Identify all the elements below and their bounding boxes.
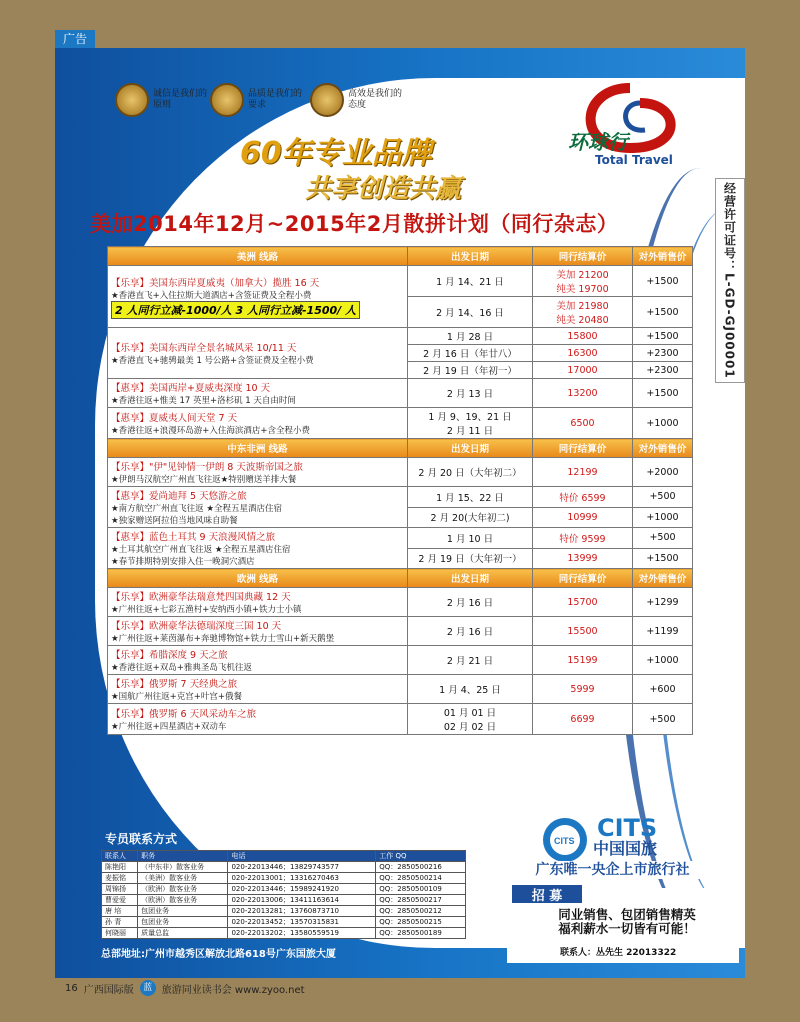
slogan-line2: 共享创造共赢 bbox=[305, 174, 462, 204]
departure-date: 2 月 21 日 bbox=[408, 646, 533, 675]
contact-cell: （美洲）散客业务 bbox=[138, 873, 228, 884]
retail-markup: +2300 bbox=[633, 345, 693, 362]
badge-efficiency: 高效是我们的态度 bbox=[310, 83, 403, 117]
contact-row bbox=[102, 884, 466, 895]
tour-row bbox=[108, 646, 693, 675]
tour-feature: ★广州往返+莱茵瀑布+奔驰博物馆+铁力士雪山+新天鹅堡 bbox=[111, 634, 335, 644]
departure-date: 2 月 16 日 bbox=[408, 617, 533, 646]
peer-price: 6500 bbox=[533, 408, 633, 439]
tour-name: 【乐享】欧洲豪华法德瑞深度三国 10 天 bbox=[111, 621, 282, 632]
contact-cell: QQ：2850500216 bbox=[376, 862, 466, 873]
tour-feature: ★伊朗马汉航空广州直飞往返★特别赠送羊排大餐 bbox=[111, 475, 297, 485]
recruit-contact: 联系人：丛先生 22013322 bbox=[560, 948, 677, 958]
retail-markup: +500 bbox=[633, 704, 693, 735]
peer-price: 美加 21980 纯美 20480 bbox=[533, 297, 633, 328]
retail-markup: +2300 bbox=[633, 362, 693, 379]
departure-date: 2 月 16 日 bbox=[408, 588, 533, 617]
peer-price: 特价 6599 bbox=[533, 487, 633, 508]
contact-cell: 020-22013006；13411163614 bbox=[228, 895, 376, 906]
contacts-table bbox=[101, 850, 466, 939]
tour-name: 【乐享】"伊"见钟情一伊朗 8 天波斯帝国之旅 bbox=[111, 462, 303, 473]
tour-info-cell bbox=[108, 617, 408, 646]
tour-feature: ★香港往返+双岛+雅典圣岛飞机往返 bbox=[111, 663, 252, 673]
contacts-header-row bbox=[102, 851, 466, 862]
contact-cell: 020-22013452；13570315831 bbox=[228, 917, 376, 928]
col-retail-header: 对外销售价 bbox=[633, 439, 693, 458]
slogan-line1: 60年专业品牌 bbox=[240, 136, 432, 171]
retail-markup: +1500 bbox=[633, 548, 693, 569]
retail-markup: +1199 bbox=[633, 617, 693, 646]
contact-row bbox=[102, 906, 466, 917]
contacts-header-cell: 职务 bbox=[138, 851, 228, 862]
contact-row bbox=[102, 917, 466, 928]
contact-cell: QQ：2850500109 bbox=[376, 884, 466, 895]
departure-date: 1 月 14、21 日 bbox=[408, 266, 533, 297]
medal-icon bbox=[210, 83, 244, 117]
logo-cn: 环球行 bbox=[568, 130, 628, 154]
tour-info-cell bbox=[108, 528, 408, 569]
tour-info-cell bbox=[108, 266, 408, 328]
tour-info-cell bbox=[108, 458, 408, 487]
retail-markup: +2000 bbox=[633, 458, 693, 487]
tour-name: 【乐享】俄罗斯 6 天风采动车之旅 bbox=[111, 709, 257, 720]
tour-row bbox=[108, 266, 693, 297]
retail-markup: +1500 bbox=[633, 379, 693, 408]
section-header-row bbox=[108, 439, 693, 458]
peer-price: 13999 bbox=[533, 548, 633, 569]
contact-cell: 020-22013446；13829743577 bbox=[228, 862, 376, 873]
retail-markup: +600 bbox=[633, 675, 693, 704]
contact-cell: 020-22013001；13316270463 bbox=[228, 873, 376, 884]
col-date-header: 出发日期 bbox=[408, 247, 533, 266]
contact-cell: 020-22013202；13580559519 bbox=[228, 928, 376, 939]
contact-row bbox=[102, 873, 466, 884]
tour-row bbox=[108, 675, 693, 704]
website: 旅游同业读书会 www.zyoo.net bbox=[161, 984, 305, 996]
tour-feature: ★香港直飞+入住拉斯大道酒店+含签证费及全程小费 bbox=[111, 290, 312, 301]
tour-name: 【惠享】爱尚迪拜 5 天悠游之旅 bbox=[111, 491, 247, 502]
section-header-label: 欧洲 线路 bbox=[108, 569, 408, 588]
tour-feature: ★广州往返+四星酒店+双动车 bbox=[111, 722, 227, 732]
peer-price: 15199 bbox=[533, 646, 633, 675]
peer-price: 10999 bbox=[533, 507, 633, 528]
peer-price: 15500 bbox=[533, 617, 633, 646]
col-peer-price-header: 同行结算价 bbox=[533, 569, 633, 588]
section-header-row bbox=[108, 569, 693, 588]
tour-row bbox=[108, 617, 693, 646]
tour-name: 【乐享】欧洲豪华法瑞意梵四国典藏 12 天 bbox=[111, 592, 291, 603]
contact-cell: （欧洲）散客业务 bbox=[138, 895, 228, 906]
tour-feature: ★南方航空广州直飞往返 ★全程五星酒店住宿 bbox=[111, 504, 282, 514]
departure-date: 01 月 01 日 02 月 02 日 bbox=[408, 704, 533, 735]
contact-cell: 包团业务 bbox=[138, 906, 228, 917]
contact-cell: 孙 青 bbox=[102, 917, 138, 928]
contacts-header-cell: 联系人 bbox=[102, 851, 138, 862]
col-retail-header: 对外销售价 bbox=[633, 247, 693, 266]
discount-highlight: 2 人同行立减-1000/人 3 人同行立减-1500/ 人 bbox=[111, 301, 360, 319]
tour-row bbox=[108, 704, 693, 735]
tour-info-cell bbox=[108, 487, 408, 528]
tour-feature: ★香港直飞+驰骋最美 1 号公路+含签证费及全程小费 bbox=[111, 356, 314, 366]
hq-address: 总部地址:广州市越秀区解放北路618号广东国旅大厦 bbox=[101, 949, 336, 960]
svg-text:CITS: CITS bbox=[554, 836, 575, 846]
retail-markup: +1000 bbox=[633, 646, 693, 675]
tour-name: 【惠享】美国西岸+夏威夷深度 10 天 bbox=[111, 383, 271, 394]
peer-price: 特价 9599 bbox=[533, 528, 633, 549]
section-header-row bbox=[108, 247, 693, 266]
peer-price: 15800 bbox=[533, 328, 633, 345]
ad-panel bbox=[55, 48, 745, 978]
tour-info-cell bbox=[108, 588, 408, 617]
tour-name: 【乐享】美国东西岸全景名城风采 10/11 天 bbox=[111, 343, 297, 354]
section-header-label: 中东非洲 线路 bbox=[108, 439, 408, 458]
retail-markup: +1500 bbox=[633, 328, 693, 345]
tour-feature: ★香港往返+惟美 17 英里+洛杉矶 1 天自由时间 bbox=[111, 396, 296, 406]
contact-cell: 曹爱爱 bbox=[102, 895, 138, 906]
footer bbox=[65, 980, 305, 996]
contact-cell: QQ：2850500189 bbox=[376, 928, 466, 939]
tour-highlight bbox=[111, 301, 404, 319]
tour-feature: ★土耳其航空广州直飞往返 ★全程五星酒店住宿 bbox=[111, 545, 291, 555]
contact-row bbox=[102, 895, 466, 906]
tour-feature: ★香港往返+浪漫环岛游+入住海滨酒店+含全程小费 bbox=[111, 426, 310, 436]
tour-row bbox=[108, 458, 693, 487]
peer-price: 15700 bbox=[533, 588, 633, 617]
contacts-title: 专员联系方式 bbox=[105, 832, 178, 846]
contact-cell: 麦振铭 bbox=[102, 873, 138, 884]
badge-quality: 品质是我们的要求 bbox=[210, 83, 303, 117]
tour-info-cell bbox=[108, 646, 408, 675]
departure-date: 2 月 19 日（年初一） bbox=[408, 362, 533, 379]
tour-name: 【惠享】蓝色土耳其 9 天浪漫风情之旅 bbox=[111, 532, 276, 543]
peer-price: 5999 bbox=[533, 675, 633, 704]
tour-row bbox=[108, 528, 693, 549]
ad-tag: 广告 bbox=[55, 30, 95, 48]
col-peer-price-header: 同行结算价 bbox=[533, 247, 633, 266]
tour-feature: ★广州往返+七彩五渔村+安纳西小镇+铁力士小镇 bbox=[111, 605, 302, 615]
contact-cell: 包团业务 bbox=[138, 917, 228, 928]
tour-info-cell bbox=[108, 704, 408, 735]
contact-cell: 周锦扬 bbox=[102, 884, 138, 895]
departure-date: 2 月 20(大年初二) bbox=[408, 507, 533, 528]
page-title: 美加2014年12月~2015年2月散拼计划（同行杂志） bbox=[90, 212, 619, 236]
peer-price: 12199 bbox=[533, 458, 633, 487]
tour-info-cell bbox=[108, 408, 408, 439]
retail-markup: +1000 bbox=[633, 408, 693, 439]
tour-row bbox=[108, 408, 693, 439]
contact-cell: 何晓丽 bbox=[102, 928, 138, 939]
contact-cell: 020-22013281；13760873710 bbox=[228, 906, 376, 917]
cits-tagline: 广东唯一央企上市旅行社 bbox=[485, 861, 740, 879]
tour-info-cell bbox=[108, 328, 408, 379]
tour-feature: ★国航广州往返+克宫+叶宫+俄餐 bbox=[111, 692, 242, 702]
contact-cell: 唐 培 bbox=[102, 906, 138, 917]
contact-row bbox=[102, 928, 466, 939]
contact-cell: 质量总监 bbox=[138, 928, 228, 939]
peer-price: 6699 bbox=[533, 704, 633, 735]
contact-cell: （欧洲）散客业务 bbox=[138, 884, 228, 895]
col-date-header: 出发日期 bbox=[408, 439, 533, 458]
retail-markup: +500 bbox=[633, 487, 693, 508]
recruit-head: 招 募 bbox=[512, 885, 582, 903]
contacts-header-cell: 电话 bbox=[228, 851, 376, 862]
departure-date: 2 月 20 日（大年初二） bbox=[408, 458, 533, 487]
tour-row bbox=[108, 487, 693, 508]
tour-row bbox=[108, 328, 693, 345]
tour-name: 【乐享】希腊深度 9 天之旅 bbox=[111, 650, 228, 661]
retail-markup: +1299 bbox=[633, 588, 693, 617]
departure-date: 2 月 16 日（年廿八） bbox=[408, 345, 533, 362]
departure-date: 1 月 15、22 日 bbox=[408, 487, 533, 508]
departure-date: 1 月 9、19、21 日 2 月 11 日 bbox=[408, 408, 533, 439]
departure-date: 1 月 28 日 bbox=[408, 328, 533, 345]
tour-plan-table bbox=[107, 246, 693, 735]
tour-info-cell bbox=[108, 675, 408, 704]
tour-row bbox=[108, 379, 693, 408]
section-header-label: 美洲 线路 bbox=[108, 247, 408, 266]
departure-date: 1 月 10 日 bbox=[408, 528, 533, 549]
page-number: 16 bbox=[65, 982, 78, 994]
col-date-header: 出发日期 bbox=[408, 569, 533, 588]
tour-info-cell bbox=[108, 379, 408, 408]
peer-price: 13200 bbox=[533, 379, 633, 408]
tour-feature: ★春节排期特别安排入住一晚洞穴酒店 bbox=[111, 557, 255, 567]
tour-name: 【惠享】夏威夷人间天堂 7 天 bbox=[111, 413, 238, 424]
tour-name: 【乐享】美国东西岸夏威夷（加拿大）揽胜 16 天 bbox=[111, 277, 320, 289]
magazine-name: 广西国际版 bbox=[83, 984, 134, 996]
departure-date: 2 月 19 日（大年初一） bbox=[408, 548, 533, 569]
departure-date: 1 月 4、25 日 bbox=[408, 675, 533, 704]
tour-name: 【乐享】俄罗斯 7 天经典之旅 bbox=[111, 679, 238, 690]
cits-cn: 中国国旅 bbox=[593, 839, 658, 858]
blue-badge: 蓝 bbox=[140, 980, 156, 996]
retail-markup: +500 bbox=[633, 528, 693, 549]
cits-en: CITS bbox=[597, 814, 658, 842]
peer-price: 16300 bbox=[533, 345, 633, 362]
contact-row bbox=[102, 862, 466, 873]
retail-markup: +1000 bbox=[633, 507, 693, 528]
col-peer-price-header: 同行结算价 bbox=[533, 439, 633, 458]
departure-date: 2 月 14、16 日 bbox=[408, 297, 533, 328]
contact-cell: 陈艳阳 bbox=[102, 862, 138, 873]
total-travel-logo bbox=[560, 78, 700, 173]
contact-cell: QQ：2850500212 bbox=[376, 906, 466, 917]
retail-markup: +1500 bbox=[633, 297, 693, 328]
contact-cell: 020-22013446；15989241920 bbox=[228, 884, 376, 895]
contact-cell: QQ：2850500214 bbox=[376, 873, 466, 884]
medal-icon bbox=[310, 83, 344, 117]
tour-row bbox=[108, 588, 693, 617]
col-retail-header: 对外销售价 bbox=[633, 569, 693, 588]
contact-cell: QQ：2850500215 bbox=[376, 917, 466, 928]
license-number: 经营许可证号：L-GD-GJ00001 bbox=[715, 178, 745, 383]
contacts-header-cell: 工作 QQ bbox=[376, 851, 466, 862]
contact-cell: QQ：2850500217 bbox=[376, 895, 466, 906]
medal-icon bbox=[115, 83, 149, 117]
badge-integrity: 诚信是我们的原则 bbox=[115, 83, 208, 117]
peer-price: 17000 bbox=[533, 362, 633, 379]
logo-en: Total Travel bbox=[595, 153, 673, 167]
peer-price: 美加 21200 纯美 19700 bbox=[533, 266, 633, 297]
tour-feature: ★独家赠送阿拉伯当地风味自助餐 bbox=[111, 516, 238, 526]
contact-cell: （中东非）散客业务 bbox=[138, 862, 228, 873]
departure-date: 2 月 13 日 bbox=[408, 379, 533, 408]
recruit-text: 同业销售、包团销售精英 福利薪水一切皆有可能！ bbox=[558, 907, 696, 936]
retail-markup: +1500 bbox=[633, 266, 693, 297]
